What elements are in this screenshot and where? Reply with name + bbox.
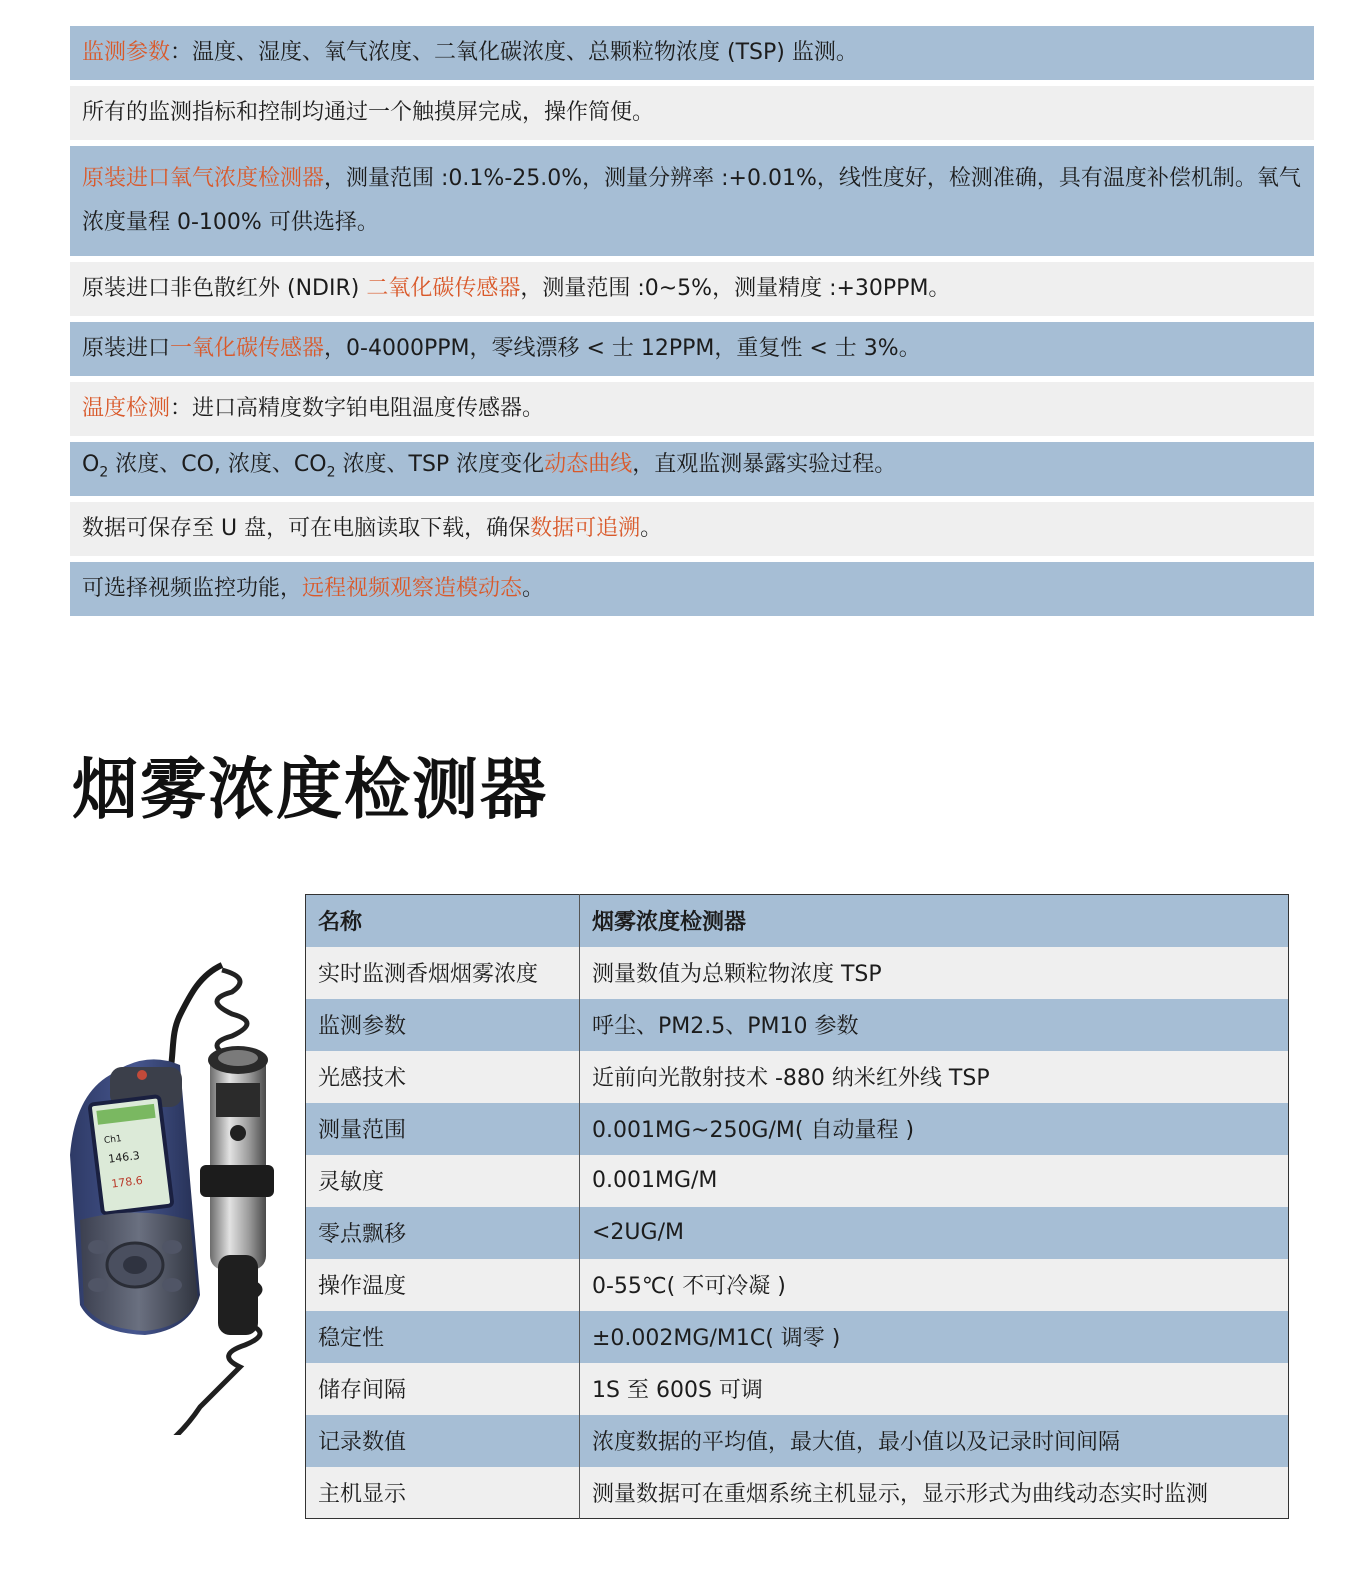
feature-text: 原装进口非色散红外 (NDIR) (82, 276, 367, 301)
table-row (306, 999, 1289, 1051)
feature-highlight: 数据可追溯 (530, 516, 641, 541)
feature-text: ：进口高精度数字铂电阻温度传感器。 (170, 396, 545, 421)
feature-highlight: 原装进口氧气浓度检测器 (82, 166, 325, 191)
screen-label: Ch1 (103, 1134, 123, 1147)
table-row (306, 1051, 1289, 1103)
feature-row-temperature (70, 382, 1314, 436)
table-row (306, 1155, 1289, 1207)
table-header-row (306, 895, 1289, 947)
section-title: 烟雾浓度检测器 (72, 751, 548, 828)
table-cell-key: 灵敏度 (306, 1155, 580, 1207)
feature-row-co2 (70, 262, 1314, 316)
table-cell-value: <2UG/M (580, 1207, 1289, 1259)
table-row (306, 947, 1289, 999)
feature-row-video (70, 562, 1314, 616)
feature-row-oxygen (70, 146, 1314, 256)
table-row (306, 1467, 1289, 1519)
table-cell-key: 实时监测香烟烟雾浓度 (306, 947, 580, 999)
feature-text: 。 (522, 576, 545, 601)
table-header-value: 烟雾浓度检测器 (580, 895, 1289, 947)
screen-reading-1: 146.3 (107, 1149, 141, 1166)
table-row (306, 1103, 1289, 1155)
table-row (306, 1415, 1289, 1467)
spec-table (305, 894, 1289, 1519)
table-cell-key: 记录数值 (306, 1415, 580, 1467)
table-row (306, 1363, 1289, 1415)
table-cell-value: 浓度数据的平均值，最大值，最小值以及记录时间间隔 (580, 1415, 1289, 1467)
feature-text: 。 (640, 516, 663, 541)
feature-text: 原装进口 (82, 336, 171, 361)
table-header-key: 名称 (306, 895, 580, 947)
feature-highlight: 远程视频观察造模动态 (302, 576, 523, 601)
table-cell-value: 0.001MG~250G/M( 自动量程 ) (580, 1103, 1289, 1155)
feature-highlight: 动态曲线 (544, 452, 633, 478)
feature-highlight: 一氧化碳传感器 (170, 336, 325, 361)
table-row (306, 1259, 1289, 1311)
table-cell-key: 零点飘移 (306, 1207, 580, 1259)
smoke-detector-image (50, 955, 300, 1435)
table-row (306, 1311, 1289, 1363)
table-cell-key: 监测参数 (306, 999, 580, 1051)
table-cell-key: 稳定性 (306, 1311, 580, 1363)
table-cell-value: 1S 至 600S 可调 (580, 1363, 1289, 1415)
table-cell-value: 测量数值为总颗粒物浓度 TSP (580, 947, 1289, 999)
feature-text: 数据可保存至 U 盘，可在电脑读取下载，确保 (82, 516, 531, 541)
feature-text: ，测量范围 :0~5%，测量精度 :+30PPM。 (520, 276, 951, 301)
table-cell-value: 呼尘、PM2.5、PM10 参数 (580, 999, 1289, 1051)
table-cell-value: 近前向光散射技术 -880 纳米红外线 TSP (580, 1051, 1289, 1103)
feature-row-monitor-params (70, 26, 1314, 80)
table-cell-key: 光感技术 (306, 1051, 580, 1103)
table-cell-key: 操作温度 (306, 1259, 580, 1311)
feature-text: ，测量范围 :0.1%-25.0%，测量分辨率 :+0.01%，线性度好，检测准确，具有温度补偿机制。氧气浓度量程 0-100% 可供选择。 (82, 166, 1301, 235)
feature-text: ：温度、湿度、氧气浓度、二氧化碳浓度、总颗粒物浓度 (TSP) 监测。 (170, 40, 858, 65)
feature-row-co (70, 322, 1314, 376)
table-cell-value: 测量数据可在重烟系统主机显示，显示形式为曲线动态实时监测 (580, 1467, 1289, 1519)
screen-reading-2: 178.6 (110, 1173, 144, 1191)
feature-row-touchscreen (70, 86, 1314, 140)
feature-text: ，0-4000PPM，零线漂移 < 士 12PPM，重复性 < 士 3%。 (324, 336, 921, 361)
table-cell-value: ±0.002MG/M1C( 调零 ) (580, 1311, 1289, 1363)
table-row (306, 1207, 1289, 1259)
feature-highlight: 温度检测 (82, 396, 171, 421)
feature-highlight: 监测参数 (82, 40, 171, 65)
table-cell-value: 0-55℃( 不可冷凝 ) (580, 1259, 1289, 1311)
feature-text: 所有的监测指标和控制均通过一个触摸屏完成，操作简便。 (82, 100, 655, 125)
table-cell-value: 0.001MG/M (580, 1155, 1289, 1207)
table-cell-key: 储存间隔 (306, 1363, 580, 1415)
feature-highlight: 二氧化碳传感器 (366, 276, 521, 301)
feature-row-curves: $O_2$ 浓度、CO, 浓度、$CO_2$ 浓度、TSP 浓度变化动态曲线，直观监测暴露实验过程。 (70, 442, 1314, 496)
table-cell-key: 测量范围 (306, 1103, 580, 1155)
table-cell-key: 主机显示 (306, 1467, 580, 1519)
feature-list (70, 26, 1314, 622)
feature-row-usb (70, 502, 1314, 556)
feature-text: 可选择视频监控功能， (82, 576, 303, 601)
